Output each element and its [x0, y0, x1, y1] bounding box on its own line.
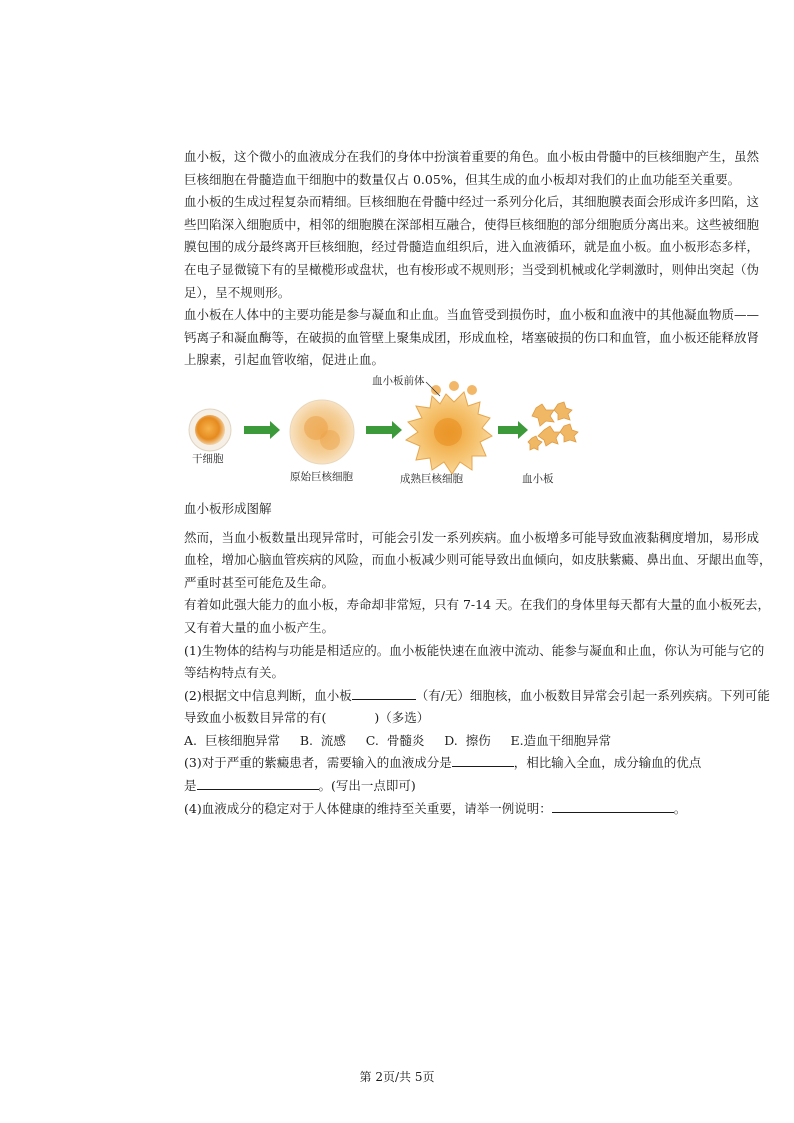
paragraph-line: 严重时甚至可能危及生命。	[184, 574, 335, 590]
label-mature-megakaryocyte: 成熟巨核细胞	[400, 472, 463, 485]
paragraph-line: 血栓，增加心脑血管疾病的风险，而血小板减少则可能导致出血倾向，如皮肤紫癜、鼻出血、牙龈出血等，	[184, 552, 772, 568]
paragraph-line: 上腺素，引起血管收缩，促进止血。	[184, 352, 385, 368]
paragraph-line: 血小板，这个微小的血液成分在我们的身体中扮演着重要的角色。血小板由骨髓中的巨核细胞产生，虽然	[184, 149, 760, 164]
document-body	[184, 146, 772, 820]
label-primitive-megakaryocyte: 原始巨核细胞	[290, 470, 353, 483]
question-2-line: 导致血小板数目异常的有( )（多选）	[184, 710, 430, 726]
platelets-icon	[528, 402, 578, 450]
paragraph-line: 血小板在人体中的主要功能是参与凝血和止血。当血管受到损伤时，血小板和血液中的其他凝血物质——	[184, 307, 760, 323]
answer-blank-component[interactable]	[452, 752, 514, 767]
paragraph-line: 巨核细胞在骨髓造血干细胞中的数量仅占 0.05%，但其生成的血小板却对我们的止血功能至关重要。	[184, 171, 741, 187]
question-1-line: (1)生物体的结构与功能是相适应的。血小板能快速在血液中流动、能参与凝血和止血，你认为可能与它的	[184, 642, 765, 658]
answer-blank-nucleus[interactable]	[352, 685, 416, 700]
paragraph-line: 血小板的生成过程复杂而精细。巨核细胞在骨髓中经过一系列分化后，其细胞膜表面会形成许多凹陷，这	[184, 194, 760, 210]
answer-blank-advantage[interactable]	[197, 775, 319, 790]
paragraph-line: 又有着大量的血小板产生。	[184, 619, 335, 635]
figure-illustration	[184, 374, 584, 524]
question-2-options: A. 巨核细胞异常 B. 流感 C. 骨髓炎 D. 擦伤 E.造血干细胞异常	[184, 732, 612, 748]
question-3-line: 是 。(写出一点即可)	[184, 775, 764, 798]
label-platelet: 血小板	[522, 472, 554, 485]
label-platelet-precursor: 血小板前体	[372, 374, 425, 387]
arrow-icon	[244, 421, 280, 439]
figure-caption: 血小板形成图解	[184, 500, 272, 516]
arrow-icon	[366, 421, 402, 439]
question-1-line: 等结构特点有关。	[184, 665, 285, 681]
page-footer: 第 2页/共 5页	[359, 1070, 435, 1084]
platelet-formation-figure	[184, 374, 584, 524]
paragraph-line: 在电子显微镜下有的呈橄榄形或盘状，也有梭形或不规则形；当受到机械或化学刺激时，则伸出突起（伪	[184, 261, 760, 277]
answer-blank-example[interactable]	[552, 798, 674, 813]
label-stem-cell: 干细胞	[192, 452, 224, 465]
paragraph-line: 些凹陷深入细胞质中，相邻的细胞膜在深部相互融合，使得巨核细胞的部分细胞质分离出来。这些被细胞	[184, 216, 760, 232]
paragraph-line: 膜包围的成分最终离开巨核细胞，经过骨髓造血组织后，进入血液循环，就是血小板。血小板形态多样，	[184, 239, 760, 255]
paragraph-line: 然而，当血小板数量出现异常时，可能会引发一系列疾病。血小板增多可能导致血液黏稠度增加，易形成	[184, 529, 760, 545]
paragraph-line: 钙离子和凝血酶等，在破损的血管壁上聚集成团，形成血栓，堵塞破损的伤口和血管，血小板还能释放肾	[184, 329, 760, 345]
question-2-line: (2)根据文中信息判断，血小板 （有/无）细胞核，血小板数目异常会引起一系列疾病。下列可能	[184, 685, 764, 708]
paragraph-line: 足），呈不规则形。	[184, 284, 291, 300]
paragraph-line: 有着如此强大能力的血小板，寿命却非常短，只有 7-14 天。在我们的身体里每天都有大量的血小板死去，	[184, 597, 771, 613]
question-3-line: (3)对于严重的紫癜患者，需要输入的血液成分是 ，相比输入全血，成分输血的优点	[184, 752, 764, 775]
arrow-icon	[498, 421, 528, 439]
question-4-line: (4)血液成分的稳定对于人体健康的维持至关重要，请举一例说明： 。	[184, 798, 764, 821]
